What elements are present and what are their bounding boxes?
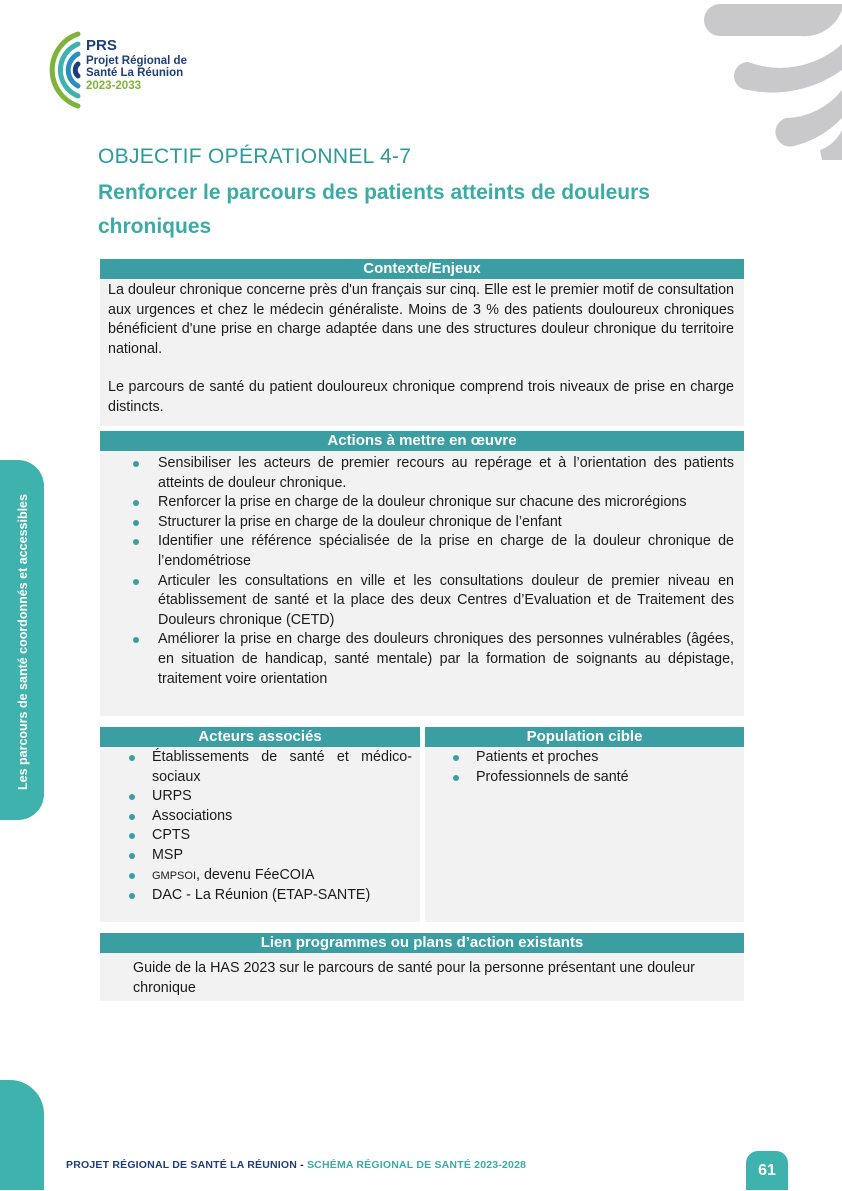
population-body xyxy=(425,747,744,922)
list-item: CPTS xyxy=(100,826,412,846)
list-item: Améliorer la prise en charge des douleurs chroniques des personnes vulnérables (âgées, en situation de handicap, santé mentale) par la formation de soignants au dépistage, traitement voire orientation xyxy=(100,630,734,689)
list-item: Sensibiliser les acteurs de premier recours au repérage et à l’orientation des patients atteints de douleur chronique. xyxy=(100,454,734,493)
page-title: Renforcer le parcours des patients atteints de douleurs chroniques xyxy=(98,181,650,238)
lien-text: Guide de la HAS 2023 sur le parcours de santé pour la personne présentant une douleur chronique xyxy=(133,960,695,996)
list-item: Établissements de santé et médico-sociaux xyxy=(100,748,412,787)
list-item: MSP xyxy=(100,846,412,866)
acteurs-heading: Acteurs associés xyxy=(100,727,420,747)
actions-heading: Actions à mettre en œuvre xyxy=(100,431,744,451)
lien-body xyxy=(100,953,744,1001)
footer-left: PROJET RÉGIONAL DE SANTÉ LA RÉUNION xyxy=(66,1159,298,1171)
list-item: Structurer la prise en charge de la douleur chronique de l’enfant xyxy=(100,513,734,533)
actions-body xyxy=(100,451,744,716)
population-list xyxy=(425,748,736,787)
logo-line-1: PRS xyxy=(86,37,117,54)
footer-separator: - xyxy=(297,1159,307,1171)
list-item-gmpsoi xyxy=(100,866,412,887)
objective-kicker: OBJECTIF OPÉRATIONNEL 4-7 xyxy=(98,145,412,168)
acteurs-list xyxy=(100,748,412,906)
contexte-paragraph: La douleur chronique concerne près d'un français sur cinq. Elle est le premier motif de consultation aux urgences et chez le médecin généraliste. Moins de 3 % des patients douloureux chroniques bénéficient d'une prise en charge adaptée dans une des structures douleur chronique du territoire national. xyxy=(108,282,734,357)
side-tab-label: Les parcours de santé coordonnés et accessibles xyxy=(16,494,30,790)
lien-heading: Lien programmes ou plans d’action existants xyxy=(100,933,744,953)
list-item: Renforcer la prise en charge de la douleur chronique sur chacune des microrégions xyxy=(100,493,734,513)
logo-line-4: 2023-2033 xyxy=(86,79,141,92)
list-item: Professionnels de santé xyxy=(425,768,736,788)
logo-line-2: Projet Régional de xyxy=(86,54,187,67)
footer xyxy=(66,1159,526,1171)
acteurs-body xyxy=(100,747,420,922)
gmpsoi-label: GMPSOI xyxy=(152,869,197,882)
list-item: Associations xyxy=(100,807,412,827)
list-item: Identifier une référence spécialisée de la prise en charge de la douleur chronique de l’endométriose xyxy=(100,532,734,571)
contexte-heading: Contexte/Enjeux xyxy=(100,259,744,279)
contexte-paragraph: Le parcours de santé du patient douloureux chronique comprend trois niveaux de prise en charge distincts. xyxy=(108,379,734,415)
page-number: 61 xyxy=(746,1151,788,1190)
population-heading: Population cible xyxy=(425,727,744,747)
bottom-decoration xyxy=(0,1080,44,1190)
gmpsoi-suffix: , devenu FéeCOIA xyxy=(196,866,315,883)
logo-text xyxy=(86,38,187,92)
actions-list xyxy=(100,454,734,689)
prs-logo-icon xyxy=(22,28,82,112)
contexte-body xyxy=(100,279,744,426)
list-item: Patients et proches xyxy=(425,748,736,768)
decorative-arcs-icon xyxy=(700,0,842,160)
logo-line-3: Santé La Réunion xyxy=(86,67,184,80)
list-item: DAC - La Réunion (ETAP-SANTE) xyxy=(100,886,412,906)
list-item: Articuler les consultations en ville et les consultations douleur de premier niveau en établissement de santé et la place des deux Centres d’Evaluation et de Traitement des Douleurs chronique (CETD) xyxy=(100,572,734,631)
footer-right: SCHÉMA RÉGIONAL DE SANTÉ 2023-2028 xyxy=(306,1159,527,1171)
list-item: URPS xyxy=(100,787,412,807)
